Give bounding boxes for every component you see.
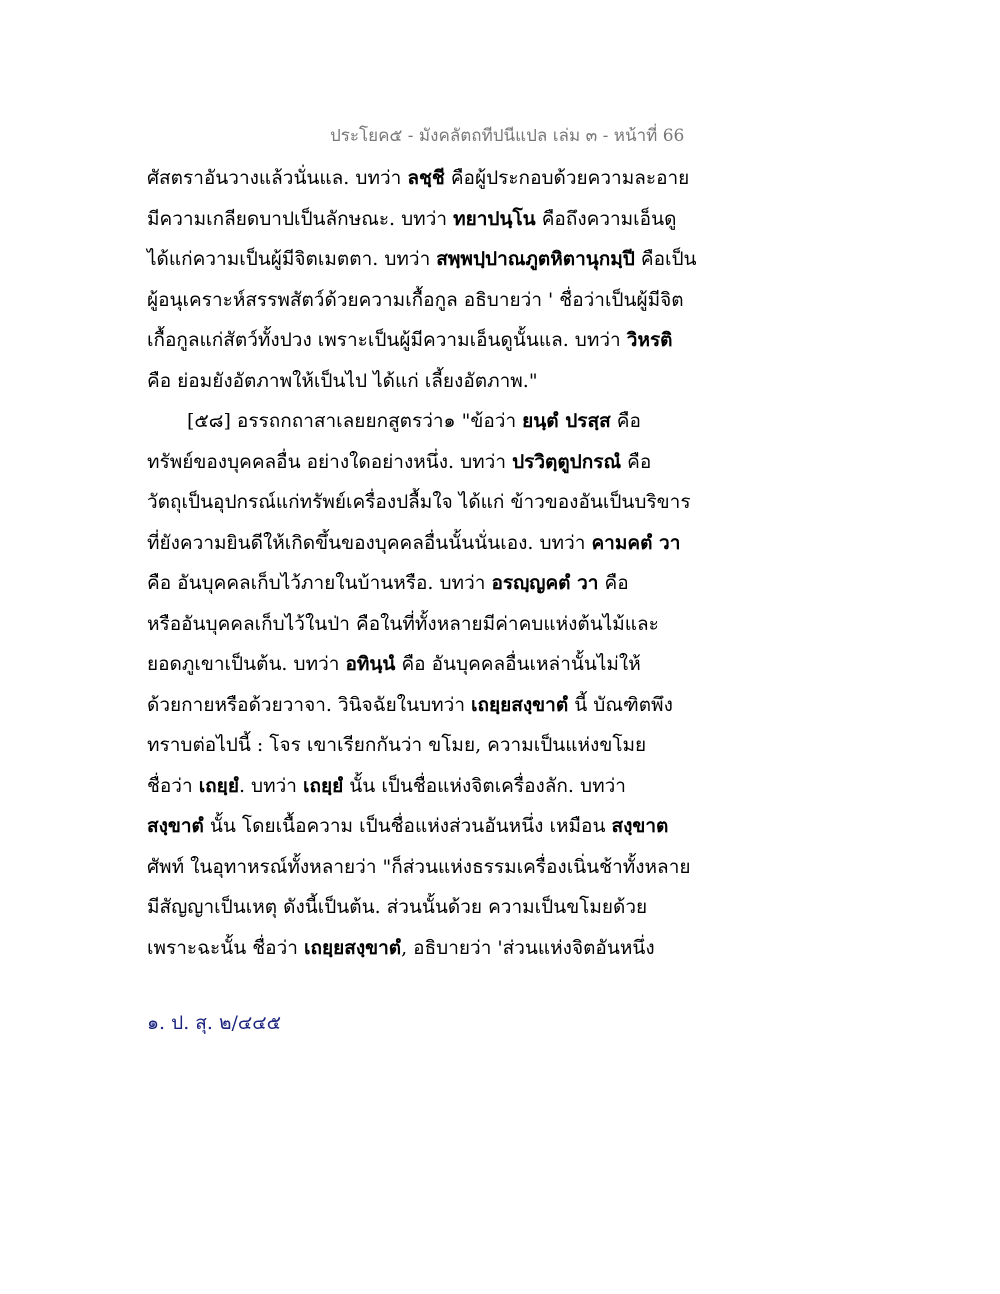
text-span: คือ ย่อมยังอัตภาพให้เป็นไป ได้แก่ เลี้ยงอัตภาพ." — [147, 369, 538, 392]
footnote: ๑. ป. สุ. ๒/๔๔๕ — [147, 1012, 282, 1034]
text-span: นี้ บัณฑิตพึง — [568, 693, 673, 716]
text-span: วัตถุเป็นอุปกรณ์แก่ทรัพย์เครื่องปลื้มใจ ได้แก่ ข้าวของอันเป็นบริขาร — [147, 491, 691, 513]
page-header: ประโยค๕ - มังคลัตถทีปนีแปล เล่ม ๓ - หน้าที่ 66 — [330, 126, 685, 146]
text-line — [147, 199, 707, 240]
pali-term: เถยฺยํ — [198, 774, 239, 797]
text-span: คือ — [610, 410, 641, 432]
pali-term: สงฺขาต — [611, 815, 669, 837]
pali-term: สพฺพปฺปาณภูตหิตานุกมฺปี — [436, 248, 635, 270]
text-span: ด้วยกายหรือด้วยวาจา. วินิจฉัยในบทว่า — [147, 693, 472, 716]
text-span: คือผู้ประกอบด้วยความละอาย — [444, 167, 690, 189]
text-line — [147, 320, 707, 361]
text-span: ที่ยังความยินดีให้เกิดขึ้นของบุคคลอื่นนั้นนั่นเอง. บทว่า — [147, 531, 592, 554]
text-line — [147, 644, 707, 685]
text-span: มีสัญญาเป็นเหตุ ดังนี้เป็นต้น. ส่วนนั้นด้วย ความเป็นขโมยด้วย — [147, 896, 648, 918]
text-span: ทราบต่อไปนี้ : โจร เขาเรียกกันว่า ขโมย, ความเป็นแห่งขโมย — [147, 734, 647, 756]
text-span: เกื้อกูลแก่สัตว์ทั้งปวง เพราะเป็นผู้มีความเอ็นดูนั้นแล. บทว่า — [147, 329, 627, 351]
text-span: มีความเกลียดบาปเป็นลักษณะ. บทว่า — [147, 207, 454, 230]
text-span: , อธิบายว่า 'ส่วนแห่งจิตอันหนึ่ง — [401, 936, 655, 959]
text-line — [147, 604, 707, 645]
text-span: ศัพท์ ในอุทาหรณ์ทั้งหลายว่า "ก็ส่วนแห่งธรรมเครื่องเนิ่นช้าทั้งหลาย — [147, 855, 691, 878]
text-span: นั้น เป็นชื่อแห่งจิตเครื่องลัก. บทว่า — [343, 774, 626, 797]
pali-term: ลชฺชี — [407, 167, 445, 189]
text-span: ศัสตราอันวางแล้วนั่นแล. บทว่า — [147, 167, 408, 189]
text-span: ผู้อนุเคราะห์สรรพสัตว์ด้วยความเกื้อกูล อธิบายว่า ' ชื่อว่าเป็นผู้มีจิต — [147, 288, 684, 311]
text-line — [147, 401, 707, 442]
pali-term: สงฺขาตํ — [147, 815, 204, 837]
text-line — [147, 280, 707, 321]
pali-term: คามคตํ วา — [591, 531, 681, 554]
text-line — [147, 887, 707, 928]
text-line — [147, 158, 707, 199]
pali-term: เถยฺยสงฺขาตํ — [303, 936, 402, 959]
text-line — [147, 523, 707, 564]
pali-term: อรญฺญคตํ วา — [491, 572, 599, 594]
text-line — [147, 361, 707, 402]
pali-term: ทยาปนฺโน — [453, 207, 536, 230]
text-span: ทรัพย์ของบุคคลอื่น อย่างใดอย่างหนึ่ง. บทว่า — [147, 450, 513, 473]
text-line — [147, 239, 707, 280]
text-span: ชื่อว่า — [147, 774, 199, 797]
text-span: คือเป็น — [634, 248, 697, 270]
text-line — [147, 847, 707, 888]
pali-term: ปรวิตฺตูปกรณํ — [512, 450, 622, 473]
text-line — [147, 442, 707, 483]
text-span: คือ — [621, 450, 652, 473]
text-line — [147, 725, 707, 766]
pali-term: อทินฺนํ — [345, 653, 396, 675]
text-span: คือ อันบุคคลเก็บไว้ภายในบ้านหรือ. บทว่า — [147, 572, 492, 594]
text-line — [147, 685, 707, 726]
text-span: นั้น โดยเนื้อความ เป็นชื่อแห่งส่วนอันหนึ่ง เหมือน — [203, 815, 612, 837]
text-span: ยอดภูเขาเป็นต้น. บทว่า — [147, 653, 346, 675]
pali-term: เถยฺยสงฺขาตํ — [471, 693, 569, 716]
pali-term: เถยฺยํ — [303, 774, 344, 797]
pali-term: วิหรติ — [626, 329, 673, 351]
text-span: คือถึงความเอ็นดู — [535, 207, 677, 230]
text-span: คือ — [598, 572, 629, 594]
text-span: เพราะฉะนั้น ชื่อว่า — [147, 936, 304, 959]
text-span: คือ อันบุคคลอื่นเหล่านั้นไม่ให้ — [395, 653, 641, 675]
text-line — [147, 928, 707, 969]
text-line — [147, 563, 707, 604]
body-text — [147, 158, 707, 968]
pali-term: ยนฺตํ ปรสฺส — [522, 410, 611, 432]
text-line — [147, 766, 707, 807]
text-span: หรืออันบุคคลเก็บไว้ในป่า คือในที่ทั้งหลายมีค่าคบแห่งต้นไม้และ — [147, 612, 659, 635]
text-line — [147, 482, 707, 523]
text-line — [147, 806, 707, 847]
text-span: . บทว่า — [238, 774, 303, 797]
text-span: ได้แก่ความเป็นผู้มีจิตเมตตา. บทว่า — [147, 248, 437, 270]
text-span: [๕๘] อรรถกถาสาเลยยกสูตรว่า๑ "ข้อว่า — [187, 410, 523, 432]
